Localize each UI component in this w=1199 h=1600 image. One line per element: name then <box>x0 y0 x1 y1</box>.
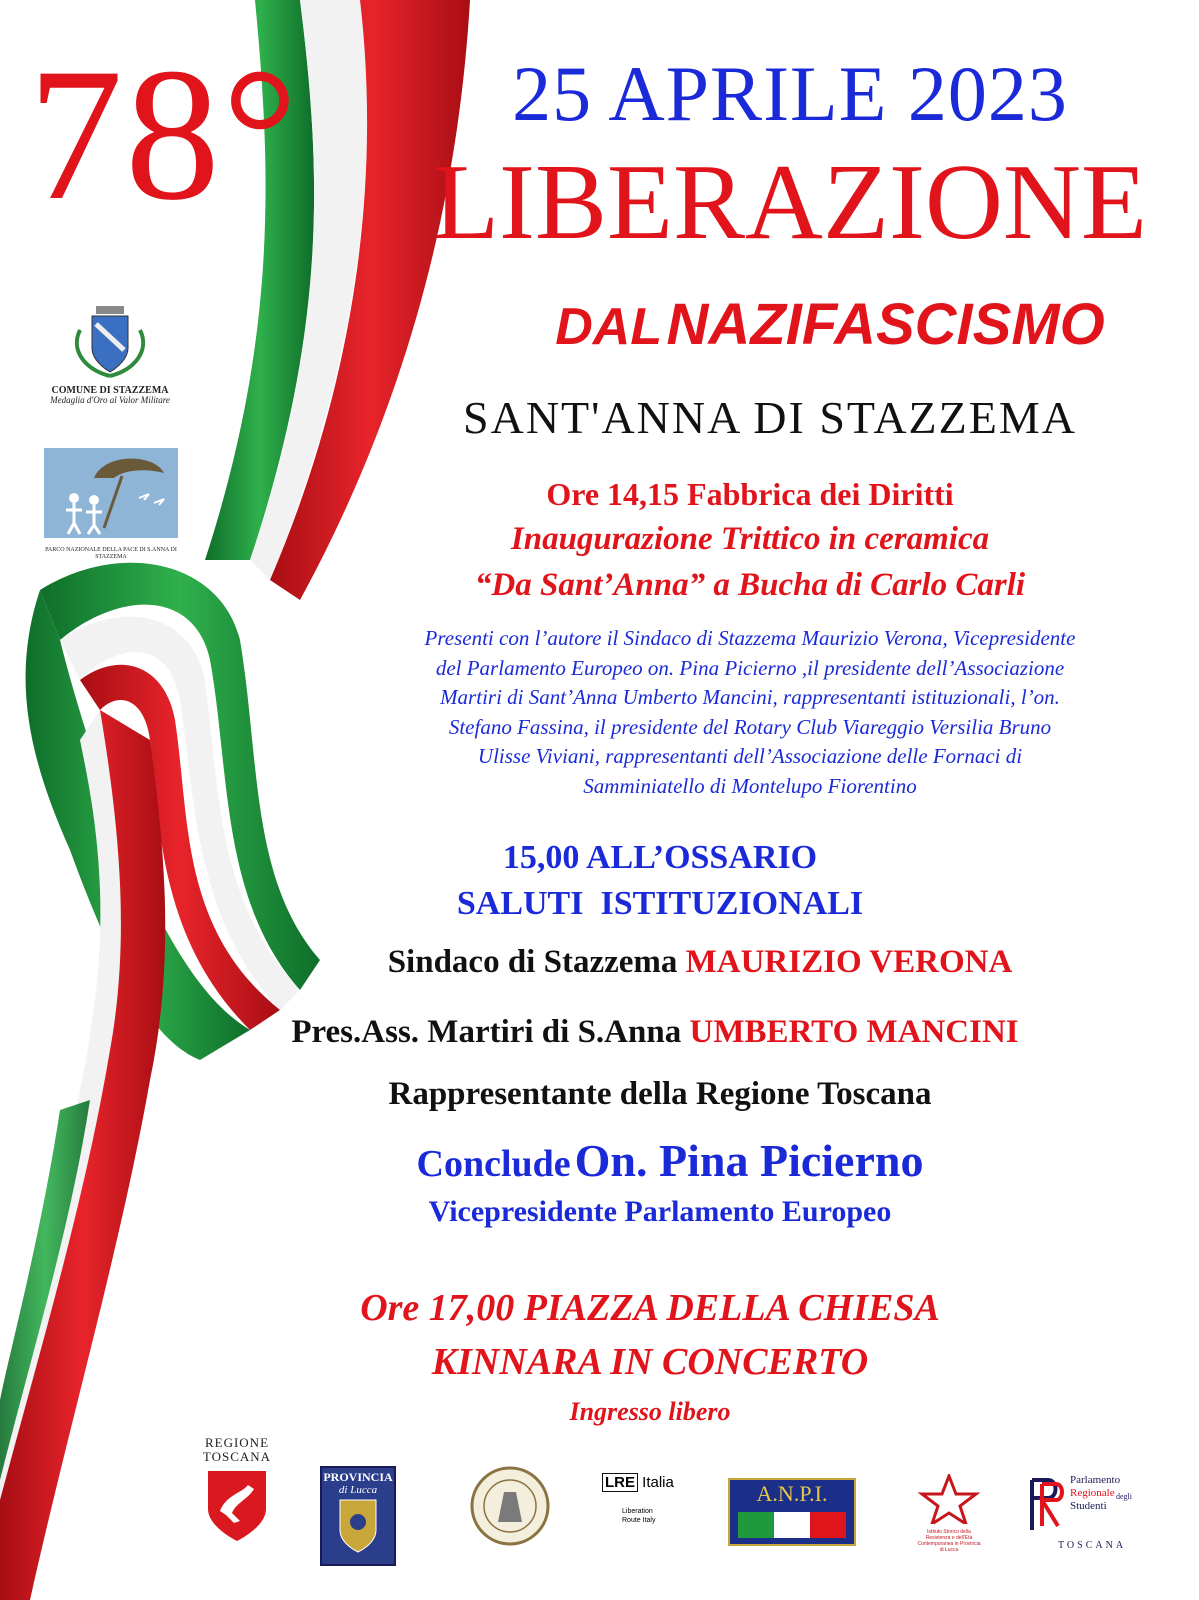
anpi-logo <box>728 1478 856 1546</box>
istituto-caption: Istituto Storico della Resistenza e dell'Età Contemporanea in Provincia di Lucca <box>917 1529 981 1553</box>
event1-description <box>340 624 1160 801</box>
desc-line: Stefano Fassina, il presidente del Rotary Club Viareggio Versilia Bruno <box>448 714 1052 739</box>
conclude-line <box>320 1134 1020 1199</box>
event3-place: Ore 17,00 PIAZZA DELLA CHIESA <box>360 1287 940 1329</box>
anpi-flag-icon <box>730 1508 854 1542</box>
martiri-seal-icon <box>470 1466 550 1546</box>
desc-line: Presenti con l’autore il Sindaco di Stazzema Maurizio Verona, Vicepresidente <box>424 626 1076 650</box>
conclude-role: Vicepresidente Parlamento Europeo <box>428 1195 892 1228</box>
comune-name: COMUNE DI STAZZEMA <box>51 385 169 396</box>
comune-crest-icon <box>40 300 180 380</box>
anpi-text: A.N.P.I. <box>756 1481 828 1506</box>
comune-logo <box>40 300 180 406</box>
speaker-2-name: UMBERTO MANCINI <box>689 1014 1019 1050</box>
subtitle-big: NAZIFASCISMO <box>666 292 1105 357</box>
desc-line: Ulisse Viviani, rappresentanti dell’Associazione delle Fornaci di <box>477 744 1023 768</box>
main-title: LIBERAZIONE <box>433 143 1147 262</box>
prs-label-5: TOSCANA <box>1058 1540 1127 1551</box>
prs-mark-icon <box>1028 1474 1068 1534</box>
lre-text: LRE <box>602 1473 638 1492</box>
prs-label-1: Parlamento <box>1070 1474 1121 1486</box>
istituto-star-icon <box>916 1474 982 1524</box>
event-date: 25 APRILE 2023 <box>512 50 1068 137</box>
speaker-1-name: MAURIZIO VERONA <box>685 944 1013 980</box>
event2-greetings: SALUTI ISTITUZIONALI <box>456 885 864 922</box>
pegasus-shield-icon <box>196 1465 278 1545</box>
location-title: SANT'ANNA DI STAZZEMA <box>463 392 1077 443</box>
subtitle-small: DAL <box>555 298 663 356</box>
event1-time: Ore 14,15 Fabbrica dei Diritti <box>546 476 954 512</box>
event1-work-title: “Da Sant’Anna” a Bucha di Carlo Carli <box>474 567 1026 603</box>
regione-label-2: TOSCANA <box>202 1449 272 1465</box>
desc-line: del Parlamento Europeo on. Pina Picierno ,il presidente dell’Associazione <box>435 655 1065 680</box>
event3-concert: KINNARA IN CONCERTO <box>431 1341 869 1383</box>
event2-time: 15,00 ALL’OSSARIO <box>502 839 818 876</box>
anniversary-number: 78° <box>28 30 300 240</box>
parco-caption: PARCO NAZIONALE DELLA PACE DI S.ANNA DI STAZZEMA <box>45 547 177 560</box>
regione-toscana-logo <box>196 1436 278 1550</box>
speaker-2-role: Pres.Ass. Martiri di S.Anna <box>291 1014 682 1050</box>
provincia-lucca-logo <box>320 1466 396 1566</box>
martiri-santanna-logo <box>470 1466 550 1546</box>
comune-motto: Medaglia d'Oro al Valor Militare <box>50 395 170 405</box>
lre-wordmark <box>602 1474 698 1491</box>
conclude-name: On. Pina Picierno <box>574 1135 924 1186</box>
event1-inauguration: Inaugurazione Trittico in ceramica <box>510 521 990 557</box>
prs-label-4: Studenti <box>1070 1500 1107 1512</box>
parco-logo <box>44 448 178 560</box>
speaker-2 <box>190 1012 1120 1052</box>
prs-toscana-logo <box>1028 1470 1134 1560</box>
lre-italia-logo <box>602 1474 698 1525</box>
subtitle <box>505 292 1155 373</box>
prs-label-3: degli <box>1116 1492 1132 1501</box>
desc-line: Martiri di Sant’Anna Umberto Mancini, rappresentanti istituzionali, l’on. <box>440 685 1060 709</box>
speaker-3: Rappresentante della Regione Toscana <box>388 1076 932 1112</box>
lre-italia-text: Italia <box>642 1474 674 1491</box>
provincia-label-2: di Lucca <box>338 1484 378 1497</box>
parco-pace-icon <box>44 448 178 538</box>
regione-label-1: REGIONE <box>204 1435 270 1450</box>
speaker-1-role: Sindaco di Stazzema <box>387 944 678 980</box>
conclude-prefix: Conclude <box>416 1143 571 1185</box>
istituto-storico-logo <box>916 1474 982 1553</box>
event3-entry: Ingresso libero <box>569 1397 731 1426</box>
speaker-1 <box>300 942 1100 982</box>
provincia-label-1: PROVINCIA <box>323 1470 393 1484</box>
provincia-crest-icon <box>322 1496 394 1556</box>
liberation-route-text: Liberation Route Italy <box>622 1508 656 1524</box>
prs-label-2: Regionale <box>1070 1487 1115 1499</box>
desc-line: Samminiatello di Montelupo Fiorentino <box>583 773 917 798</box>
